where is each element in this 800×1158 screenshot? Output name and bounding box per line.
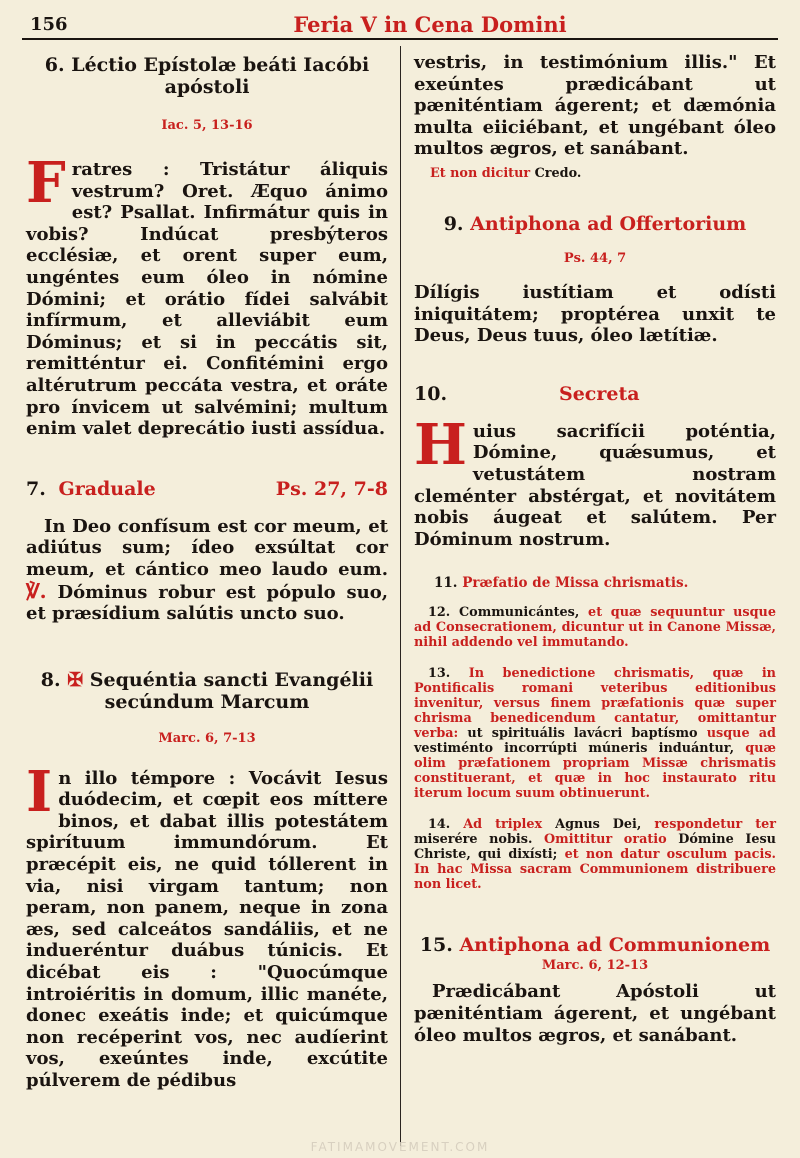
secret-body: uius sacrifícii poténtia, Dómine, quǽsumus, et vetustátem nostram cleménter abstérgat, et novitátem nobis áugeat et salútem. Per Dóminum nostrum. xyxy=(414,420,776,550)
offertory-text: Dílígis iustítiam et odísti iniquitátem; proptérea unxit te Deus, Deus tuus, óleo lætítiæ. xyxy=(414,281,776,347)
lesson-reference: Iac. 5, 13-16 xyxy=(161,118,253,133)
communion-text: Prædicábant Apóstoli ut pæniténtiam ágerent, et ungébant óleo multos ægros, et sanábant. xyxy=(414,981,776,1046)
rubric-14-e: Omittitur oratio xyxy=(544,832,667,848)
gospel-reference: Marc. 6, 7-13 xyxy=(158,730,256,746)
communion-title: Antiphona ad Communionem xyxy=(459,934,771,957)
section-number: 10. xyxy=(414,382,448,405)
rubric-13-c: usque ad xyxy=(706,726,776,742)
gradual-reference: Ps. 27, 7-8 xyxy=(275,477,388,500)
section-number: 8. xyxy=(40,668,61,691)
rubric-14-g: et non datur osculum pacis. In hac Missa sacram Communionem distribuere non licet. xyxy=(414,847,776,893)
gospel-title-line2: secúndum Marcum xyxy=(104,690,310,713)
secret-heading xyxy=(414,383,776,405)
offertory-title: Antiphona ad Offertorium xyxy=(470,212,747,235)
watermark: FATIMAMOVEMENT.COM xyxy=(310,1140,490,1154)
running-title: Feria V in Cena Domini xyxy=(293,12,567,37)
gradual-title: Graduale xyxy=(58,477,156,500)
gospel-title-line1: Sequéntia sancti Evangélii xyxy=(89,668,374,691)
rubric-11 xyxy=(434,576,776,591)
drop-cap: H xyxy=(414,411,467,478)
secret-title: Secreta xyxy=(559,382,640,405)
rubric-11-text: Præfatio de Missa chrismatis. xyxy=(462,575,689,592)
section-number: 15. xyxy=(419,934,453,957)
secret-text xyxy=(414,411,776,551)
section-number: 9. xyxy=(443,212,464,235)
page-number: 156 xyxy=(30,14,68,35)
rubric-number: 11. xyxy=(434,575,458,592)
gospel-text xyxy=(26,758,388,1092)
communion-heading xyxy=(414,934,776,956)
drop-cap: F xyxy=(26,150,66,216)
offertory-heading xyxy=(414,213,776,235)
lesson-title-line2: apóstoli xyxy=(164,76,250,98)
rubric-13-b: ut spirituális lavácri baptísmo xyxy=(467,726,698,742)
communion-reference: Marc. 6, 12-13 xyxy=(541,958,649,974)
gradual-heading xyxy=(26,478,388,500)
cross-icon: ✠ xyxy=(67,668,84,691)
gospel-heading xyxy=(26,669,388,713)
rubric-13-a: In benedictione chrismatis, quæ in Pontificalis romani veteribus editionibus invenitur, versus finem præfationis quæ super chrisma benedicendum cantatur, omittantur verba: xyxy=(414,666,776,742)
rubric-number: 13. xyxy=(428,666,451,682)
rubric-13-e: quæ olim præfationem propriam Missæ chrismatis constituerant, et quæ in hoc instaurato ritu iterum locum suum obtinuerunt. xyxy=(414,741,776,802)
rubric-14-f: Dómine Iesu Christe, qui dixísti; xyxy=(414,832,776,863)
offertory-reference: Ps. 44, 7 xyxy=(563,250,627,266)
gradual-body: In Deo confísum est cor meum, et adiútus sum; ídeo exsúltat cor meum, et cántico meo laudo eum. xyxy=(26,515,388,580)
lesson-title-line1: Léctio Epístolæ beáti Iacóbi xyxy=(71,54,370,76)
credo-rubric-red: Et non dicitur xyxy=(430,165,531,181)
section-number: 7. xyxy=(26,477,46,500)
rubric-14-b: Agnus Dei, xyxy=(555,817,642,833)
column-divider xyxy=(400,46,401,1146)
gospel-continuation: vestris, in testimónium illis." Et exeúntes prædicábant ut pæniténtiam ágerent; et dæmónia multa eiiciébant, et ungébant óleo multos ægros, et sanábant. xyxy=(414,52,776,160)
rubric-13 xyxy=(414,666,776,801)
rubric-12-a: Communicántes, xyxy=(458,605,580,621)
credo-rubric xyxy=(430,166,776,181)
lesson-body: ratres : Tristátur áliquis vestrum? Oret. Æquo ánimo est? Psallat. Infirmátur quis in vobis? Indúcat presbýteros ecclésiæ, et orent super eum, ungéntes eum óleo in nómine Dómini; et orátio fídei salvábit infírmum, et alleviábit eum Dóminus; et si in peccátis sit, remitténtur ei. Confitémini ergo altérutrum peccáta vestra, et oráte pro ínvicem ut salvémini; multum enim valet deprecátio iusti assídua. xyxy=(26,159,388,440)
versicle-mark: ℣. xyxy=(26,578,47,603)
rubric-13-d: vestiménto incorrúpti múneris induántur, xyxy=(414,741,735,757)
rubric-12-b: et quæ sequuntur usque ad Consecrationem, dicuntur ut in Canone Missæ, nihil addendo vel immutando. xyxy=(414,605,776,651)
rubric-number: 12. xyxy=(428,605,451,621)
rubric-12 xyxy=(414,605,776,650)
credo-word: Credo. xyxy=(534,165,582,181)
rubric-14 xyxy=(414,817,776,892)
rubric-number: 14. xyxy=(428,817,451,833)
rubric-14-c: respondetur ter xyxy=(654,817,776,833)
rubric-14-d: miserére nobis. xyxy=(414,832,533,848)
drop-cap: I xyxy=(26,758,53,825)
left-column xyxy=(26,48,388,1092)
page-header xyxy=(22,8,778,40)
lesson-text xyxy=(26,150,388,440)
section-number: 6. xyxy=(44,54,65,76)
versicle-text: Dóminus robur est pópulo suo, et præsídium salútis uncto suo. xyxy=(26,581,388,625)
right-column xyxy=(414,48,776,1046)
lesson-heading xyxy=(26,54,388,98)
rubric-14-a: Ad triplex xyxy=(463,817,543,833)
gospel-body: n illo témpore : Vocávit Iesus duódecim, et cœpit eos míttere binos, et dabat illis potestátem spirítuum immundórum. Et præcépit eis, ne quid tóllerent in via, nisi virgam tantum; non peram, non panem, neque in zona æs, sed calceátos sandáliis, et ne indueréntur duábus túnicis. Et dicébat eis : "Quocúmque introiéritis in domum, illic manéte, donec exeátis inde; et quicúmque non recéperint vos, nec audíerint vos, exeúntes inde, excútite púlverem de pédibus xyxy=(26,767,388,1091)
gradual-text xyxy=(26,516,388,625)
